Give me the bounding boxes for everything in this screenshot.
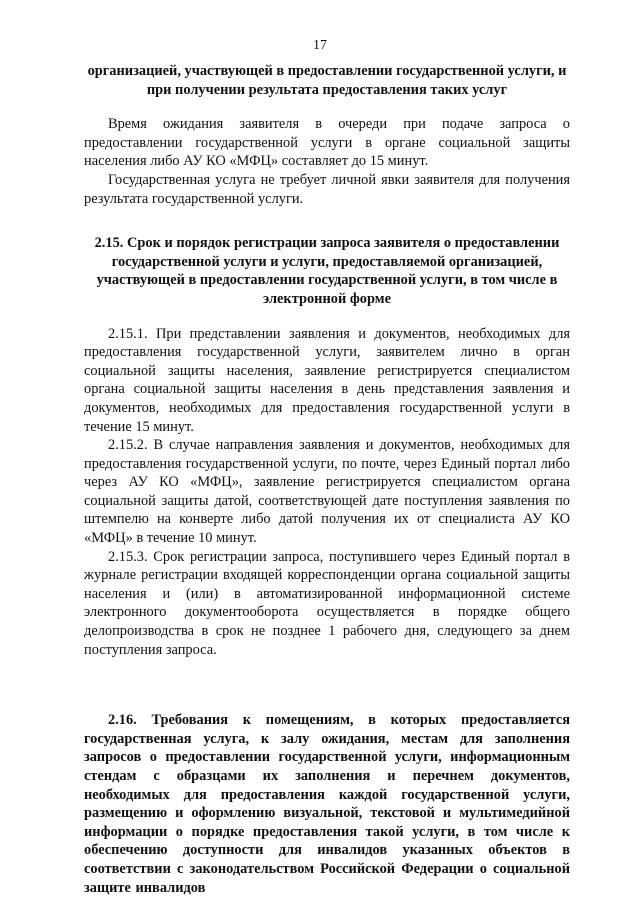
section-2-15-3-paragraph: 2.15.3. Срок регистрации запроса, поступившего через Единый портал в журнале регистрации входящей корреспонденции органа социальной защиты населения и (или) в автоматизированной информационной системе электронного документооборота осуществляется в порядке общего делопроизводства в срок не позднее 1 рабочего дня, следующего за днем поступления запроса. — [84, 548, 570, 658]
spacer — [84, 99, 570, 115]
section-2-16-heading: 2.16. Требования к помещениям, в которых предоставляется государственная услуга, к залу ожидания, местам для заполнения запросов о предоставлении государственной услуги, информационным стендам с образцами их заполнения и перечнем документов, необходимых для предоставления каждой государственной услуги, размещению и оформлению визуальной, текстовой и мультимедийной информации о порядке предоставления такой услуги, в том числе к обеспечению доступности для инвалидов указанных объектов в соответствии с законодательством Российской Федерации о социальной защите инвалидов — [84, 712, 570, 896]
spacer — [84, 659, 570, 711]
intro-heading: организацией, участвующей в предоставлении государственной услуги, и при получении результата предоставления таких услуг — [87, 63, 567, 98]
section-2-15-heading: 2.15. Срок и порядок регистрации запроса заявителя о предоставлении государственной услуги и услуги, предоставляемой организацией, участвующей в предоставлении государственной услуги, в том числе в электронной форме — [94, 235, 560, 307]
section-2-15-2-paragraph: 2.15.2. В случае направления заявления и документов, необходимых для предоставления государственной услуги, по почте, через Единый портал либо через АУ КО «МФЦ», заявление регистрируется специалистом органа социальной защиты датой, соответствующей дате поступления заявления по штемпелю на конверте либо датой получения их от специалиста АУ КО «МФЦ» в течение 10 минут. — [84, 437, 570, 547]
page-content — [84, 62, 570, 897]
section-2-15-1-paragraph: 2.15.1. При представлении заявления и документов, необходимых для предоставления государственной услуги, заявителем лично в орган социальной защиты населения, заявление регистрируется специалистом органа социальной защиты населения в день представления заявления и документов, необходимых для предоставления государственной услуги в течение 15 минут. — [84, 325, 570, 435]
spacer — [84, 309, 570, 325]
page-number: 17 — [313, 38, 327, 53]
spacer — [84, 208, 570, 234]
intro-paragraph-1: Время ожидания заявителя в очереди при подаче запроса о предоставлении государственной услуги в органе социальной защиты населения либо АУ КО «МФЦ» составляет до 15 минут. — [84, 116, 570, 170]
intro-paragraph-2: Государственная услуга не требует личной явки заявителя для получения результата государственной услуги. — [84, 171, 570, 207]
